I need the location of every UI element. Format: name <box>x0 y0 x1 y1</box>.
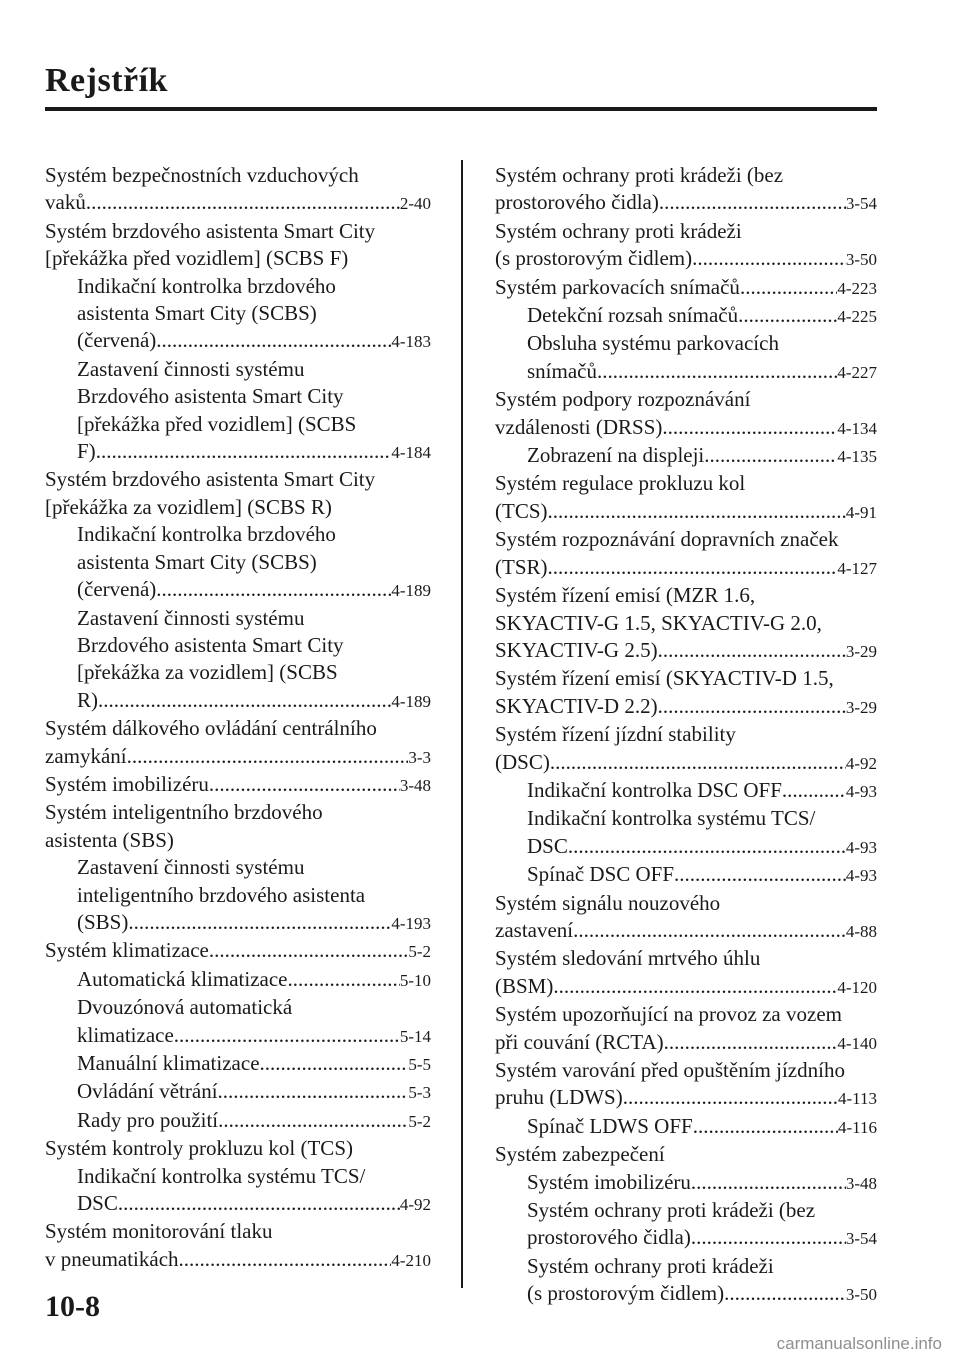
entry-last-line <box>495 414 877 442</box>
entry-text-line: Systém regulace prokluzu kol <box>495 471 746 496</box>
entry-text: Rady pro použití <box>77 1107 219 1132</box>
page-reference: 4-189 <box>391 581 431 601</box>
header-rule <box>45 107 877 111</box>
entry-text: zamykání <box>45 743 127 768</box>
entry-text: Indikační kontrolka DSC OFF <box>527 777 782 802</box>
entry-text-line: Dvouzónová automatická <box>77 995 293 1020</box>
index-entry <box>495 1001 877 1057</box>
page-reference: 4-113 <box>837 1089 877 1109</box>
dot-leader <box>674 861 846 888</box>
entry-last-line <box>495 189 877 217</box>
dot-leader <box>724 1280 846 1307</box>
watermark: carmanualsonline.info <box>776 1334 942 1353</box>
page-number: 10-8 <box>45 1290 100 1323</box>
index-entry <box>45 466 431 521</box>
entry-text: asistenta (SBS) <box>45 827 174 852</box>
index-subentry <box>495 442 877 470</box>
entry-text-line: asistenta Smart City (SCBS) <box>77 301 317 326</box>
entry-text: (s prostorovým čidlem) <box>527 1281 725 1306</box>
page-reference: 4-127 <box>837 558 877 578</box>
index-subentry <box>495 302 877 330</box>
dot-leader <box>658 637 846 664</box>
entry-text: (s prostorovým čidlem) <box>495 246 693 271</box>
index-entry <box>495 218 877 274</box>
index-subentry <box>495 861 877 889</box>
index-subentry <box>45 1107 431 1135</box>
dot-leader <box>209 937 408 964</box>
entry-last-line <box>77 438 431 466</box>
entry-text: pruhu (LDWS) <box>495 1085 623 1110</box>
dot-leader <box>548 554 838 581</box>
entry-last-line <box>495 1029 877 1057</box>
dot-leader <box>96 438 392 465</box>
entry-text-line: [překážka před vozidlem] (SCBS <box>77 411 357 436</box>
page-reference: 5-14 <box>399 1026 431 1046</box>
index-subentry <box>45 605 431 716</box>
dot-leader <box>568 833 846 860</box>
index-subentry <box>495 330 877 386</box>
entry-text: při couvání (RCTA) <box>495 1029 664 1054</box>
dot-leader <box>118 1190 400 1217</box>
dot-leader <box>218 1107 408 1134</box>
index-subentry <box>495 1197 877 1253</box>
index-subentry <box>45 994 431 1050</box>
entry-last-line <box>45 494 431 521</box>
entry-text-line: Indikační kontrolka systému TCS/ <box>77 1163 366 1188</box>
index-subentry <box>45 854 431 937</box>
entry-text-line: Systém monitorování tlaku <box>45 1219 273 1244</box>
dot-leader <box>692 245 846 272</box>
page-reference: 4-189 <box>391 691 431 711</box>
entry-text-line: Brzdového asistenta Smart City <box>77 632 344 657</box>
index-entry <box>45 1135 431 1162</box>
entry-last-line <box>495 917 877 945</box>
entry-text-line: Systém podpory rozpoznávání <box>495 387 751 412</box>
entry-last-line <box>527 358 877 386</box>
entry-last-line <box>77 576 431 604</box>
dot-leader <box>782 777 846 804</box>
dot-leader <box>156 576 391 603</box>
index-entry <box>495 1141 877 1168</box>
entry-last-line <box>45 1246 431 1274</box>
page-reference: 5-10 <box>399 970 431 990</box>
index-subentry <box>495 1169 877 1197</box>
entry-last-line <box>527 861 877 889</box>
entry-last-line <box>527 1113 877 1141</box>
entry-last-line <box>495 1141 877 1168</box>
entry-text: (DSC) <box>495 749 550 774</box>
index-subentry <box>45 1050 431 1078</box>
page-reference: 3-50 <box>845 250 877 270</box>
index-subentry <box>45 966 431 994</box>
entry-last-line <box>77 1107 431 1135</box>
page-reference: 5-3 <box>408 1083 431 1103</box>
index-entry <box>45 162 431 218</box>
page-reference: 5-2 <box>408 1111 431 1131</box>
entry-last-line <box>527 302 877 330</box>
entry-last-line <box>45 743 431 771</box>
index-entry <box>495 945 877 1001</box>
index-column-left <box>45 162 431 1274</box>
index-entry <box>495 274 877 302</box>
page-reference: 5-2 <box>408 942 431 962</box>
dot-leader <box>659 189 846 216</box>
entry-text-line: [překážka za vozidlem] (SCBS <box>77 660 338 685</box>
index-subentry <box>495 1253 877 1309</box>
entry-text-line: Systém brzdového asistenta Smart City <box>45 218 376 243</box>
entry-text: prostorového čidla) <box>495 190 659 215</box>
dot-leader <box>209 771 400 798</box>
entry-text: zastavení <box>495 917 574 942</box>
dot-leader <box>260 1050 409 1077</box>
entry-text-line: inteligentního brzdového asistenta <box>77 882 366 907</box>
page-reference: 4-227 <box>837 362 877 382</box>
dot-leader <box>127 743 409 770</box>
index-entry <box>45 799 431 854</box>
entry-text: Systém imobilizéru <box>45 771 209 796</box>
entry-last-line <box>527 442 877 470</box>
page-reference: 3-29 <box>845 697 877 717</box>
index-subentry <box>45 1163 431 1219</box>
entry-text-line: Systém ochrany proti krádeži <box>495 218 742 243</box>
entry-text: Automatická klimatizace <box>77 966 288 991</box>
entry-text: F) <box>77 439 96 464</box>
entry-last-line <box>495 1084 877 1112</box>
page-reference: 4-210 <box>391 1250 431 1270</box>
dot-leader <box>658 693 846 720</box>
entry-text: (TCS) <box>495 498 548 523</box>
page-reference: 4-88 <box>845 921 877 941</box>
index-entry <box>45 771 431 799</box>
entry-text-line: Systém řízení emisí (MZR 1.6, <box>495 583 756 608</box>
entry-text-line: Systém bezpečnostních vzduchových <box>45 163 359 187</box>
dot-leader <box>740 274 837 301</box>
index-subentry <box>495 777 877 805</box>
dot-leader <box>128 909 391 936</box>
entry-last-line <box>527 777 877 805</box>
entry-text: Detekční rozsah snímačů <box>527 303 739 328</box>
dot-leader <box>597 358 837 385</box>
entry-last-line <box>45 189 431 217</box>
page-reference: 4-93 <box>845 866 877 886</box>
index-entry <box>495 526 877 582</box>
entry-text: (BSM) <box>495 973 554 998</box>
index-subentry <box>45 521 431 604</box>
dot-leader <box>288 966 400 993</box>
entry-text: Systém parkovacích snímačů <box>495 274 740 299</box>
dot-leader <box>691 1169 846 1196</box>
page-reference: 4-93 <box>845 781 877 801</box>
index-subentry <box>45 1078 431 1106</box>
index-entry <box>45 218 431 273</box>
entry-text-line: Indikační kontrolka brzdového <box>77 522 336 547</box>
entry-text-line: Obsluha systému parkovacích <box>527 331 779 356</box>
page-reference: 4-120 <box>837 977 877 997</box>
entry-last-line <box>77 1022 431 1050</box>
entry-text: Spínač DSC OFF <box>527 862 675 887</box>
page-reference: 4-140 <box>837 1033 877 1053</box>
entry-text: Ovládání větrání <box>77 1079 218 1104</box>
entry-last-line <box>495 498 877 526</box>
entry-text: Spínač LDWS OFF <box>527 1113 693 1138</box>
entry-text: Systém kontroly prokluzu kol (TCS) <box>45 1136 353 1161</box>
entry-last-line <box>495 554 877 582</box>
index-entry <box>45 1218 431 1274</box>
page-reference: 4-193 <box>391 913 431 933</box>
page-reference: 4-93 <box>845 837 877 857</box>
dot-leader <box>553 973 837 1000</box>
entry-text-line: Systém řízení emisí (SKYACTIV-D 1.5, <box>495 666 834 691</box>
entry-text: klimatizace <box>77 1022 174 1047</box>
dot-leader <box>218 1078 409 1105</box>
entry-text: Systém zabezpečení <box>495 1142 665 1167</box>
page-reference: 3-54 <box>845 194 877 214</box>
dot-leader <box>693 1113 838 1140</box>
entry-last-line <box>45 937 431 965</box>
entry-text: prostorového čidla) <box>527 1225 691 1250</box>
entry-text-line: Systém varování před opuštěním jízdního <box>495 1058 845 1082</box>
entry-text: Systém imobilizéru <box>527 1169 691 1194</box>
entry-text: DSC <box>77 1191 118 1216</box>
entry-last-line <box>495 637 877 665</box>
entry-last-line <box>77 909 431 937</box>
index-entry <box>495 665 877 721</box>
entry-last-line <box>495 749 877 777</box>
index-entry <box>495 1057 877 1113</box>
entry-text: (TSR) <box>495 554 548 579</box>
entry-text-line: Systém dálkového ovládání centrálního <box>45 716 377 741</box>
entry-text: R) <box>77 687 98 712</box>
entry-last-line <box>77 1050 431 1078</box>
page-reference: 4-91 <box>845 502 877 522</box>
entry-last-line <box>527 833 877 861</box>
entry-text-line: asistenta Smart City (SCBS) <box>77 549 317 574</box>
entry-text-line: Zastavení činnosti systému <box>77 605 305 630</box>
entry-text: (červená) <box>77 328 157 353</box>
entry-text: (SBS) <box>77 909 129 934</box>
entry-text-line: Systém řízení jízdní stability <box>495 722 736 747</box>
index-entry <box>45 715 431 771</box>
page-reference: 4-135 <box>837 447 877 467</box>
index-subentry <box>45 356 431 467</box>
dot-leader <box>550 749 846 776</box>
index-subentry <box>495 805 877 861</box>
entry-text: snímačů <box>527 358 597 383</box>
dot-leader <box>662 414 837 441</box>
entry-text-line: Systém inteligentního brzdového <box>45 800 323 825</box>
entry-last-line <box>77 687 431 715</box>
entry-text: vaků <box>45 190 86 215</box>
entry-text: [překážka před vozidlem] (SCBS F) <box>45 246 349 271</box>
entry-text-line: Systém ochrany proti krádeži (bez <box>527 1198 816 1223</box>
entry-text: DSC <box>527 833 568 858</box>
entry-text-line: Indikační kontrolka systému TCS/ <box>527 806 816 831</box>
entry-text-line: Zastavení činnosti systému <box>77 855 305 880</box>
entry-text-line: Brzdového asistenta Smart City <box>77 384 344 409</box>
entry-text-line: Systém ochrany proti krádeži <box>527 1253 774 1278</box>
entry-text: Systém klimatizace <box>45 938 209 963</box>
page-reference: 4-92 <box>845 753 877 773</box>
entry-text: vzdálenosti (DRSS) <box>495 414 663 439</box>
entry-last-line <box>527 1280 877 1308</box>
entry-last-line <box>77 966 431 994</box>
entry-text: v pneumatikách <box>45 1246 179 1271</box>
dot-leader <box>98 687 391 714</box>
page-reference: 4-223 <box>837 278 877 298</box>
entry-text-line: Indikační kontrolka brzdového <box>77 273 336 298</box>
page-reference: 2-40 <box>399 194 431 214</box>
page-reference: 5-5 <box>408 1055 431 1074</box>
index-entry <box>495 162 877 218</box>
page-reference: 4-116 <box>837 1117 877 1137</box>
dot-leader <box>704 442 837 469</box>
entry-text: SKYACTIV-D 2.2) <box>495 693 658 718</box>
dot-leader <box>691 1224 846 1251</box>
index-entry <box>495 470 877 526</box>
entry-last-line <box>495 245 877 273</box>
page-reference: 4-92 <box>399 1195 431 1215</box>
index-entry <box>495 386 877 442</box>
entry-text-line: Systém signálu nouzového <box>495 890 721 915</box>
dot-leader <box>664 1029 838 1056</box>
entry-text-line: Systém rozpoznávání dopravních značek <box>495 527 839 552</box>
page-reference: 4-183 <box>391 332 431 352</box>
page-reference: 4-184 <box>391 443 431 463</box>
dot-leader <box>738 302 837 329</box>
entry-text: Zobrazení na displeji <box>527 443 705 468</box>
entry-text-line: Systém brzdového asistenta Smart City <box>45 467 376 492</box>
entry-last-line <box>495 693 877 721</box>
entry-text-line: Systém sledování mrtvého úhlu <box>495 946 761 971</box>
entry-last-line <box>495 973 877 1001</box>
entry-last-line <box>495 274 877 302</box>
page-reference: 3-3 <box>408 747 431 767</box>
entry-last-line <box>77 1190 431 1218</box>
index-entry <box>495 582 877 665</box>
entry-text-line: SKYACTIV-G 1.5, SKYACTIV-G 2.0, <box>495 610 822 635</box>
index-entry <box>495 721 877 777</box>
entry-text: SKYACTIV-G 2.5) <box>495 637 658 662</box>
index-entry <box>495 890 877 946</box>
entry-last-line <box>45 827 431 854</box>
entry-last-line <box>527 1169 877 1197</box>
dot-leader <box>179 1246 392 1273</box>
entry-text-line: Systém upozorňující na provoz za vozem <box>495 1002 842 1027</box>
index-entry <box>45 937 431 965</box>
entry-text: Manuální klimatizace <box>77 1051 260 1075</box>
entry-text: [překážka za vozidlem] (SCBS R) <box>45 494 332 519</box>
entry-last-line <box>45 245 431 272</box>
page-reference: 3-48 <box>399 775 431 795</box>
dot-leader <box>86 189 400 216</box>
entry-last-line <box>45 1135 431 1162</box>
entry-text-line: Systém ochrany proti krádeži (bez <box>495 163 784 187</box>
dot-leader <box>174 1022 400 1049</box>
dot-leader <box>623 1084 838 1111</box>
index-subentry <box>495 1113 877 1141</box>
entry-last-line <box>77 327 431 355</box>
page-reference: 4-134 <box>837 418 877 438</box>
entry-last-line <box>527 1224 877 1252</box>
page-reference: 4-225 <box>837 307 877 327</box>
page-reference: 3-50 <box>845 1285 877 1305</box>
page-reference: 3-54 <box>845 1229 877 1249</box>
index-column-right <box>495 162 877 1309</box>
dot-leader <box>573 917 846 944</box>
entry-last-line <box>45 771 431 799</box>
dot-leader <box>548 498 846 525</box>
column-divider <box>461 160 463 1288</box>
dot-leader <box>156 327 391 354</box>
page-reference: 3-48 <box>845 1173 877 1193</box>
page-title: Rejstřík <box>45 62 168 99</box>
index-subentry <box>45 273 431 356</box>
entry-text-line: Zastavení činnosti systému <box>77 356 305 381</box>
entry-text: (červená) <box>77 577 157 602</box>
page-reference: 3-29 <box>845 641 877 661</box>
entry-last-line <box>77 1078 431 1106</box>
